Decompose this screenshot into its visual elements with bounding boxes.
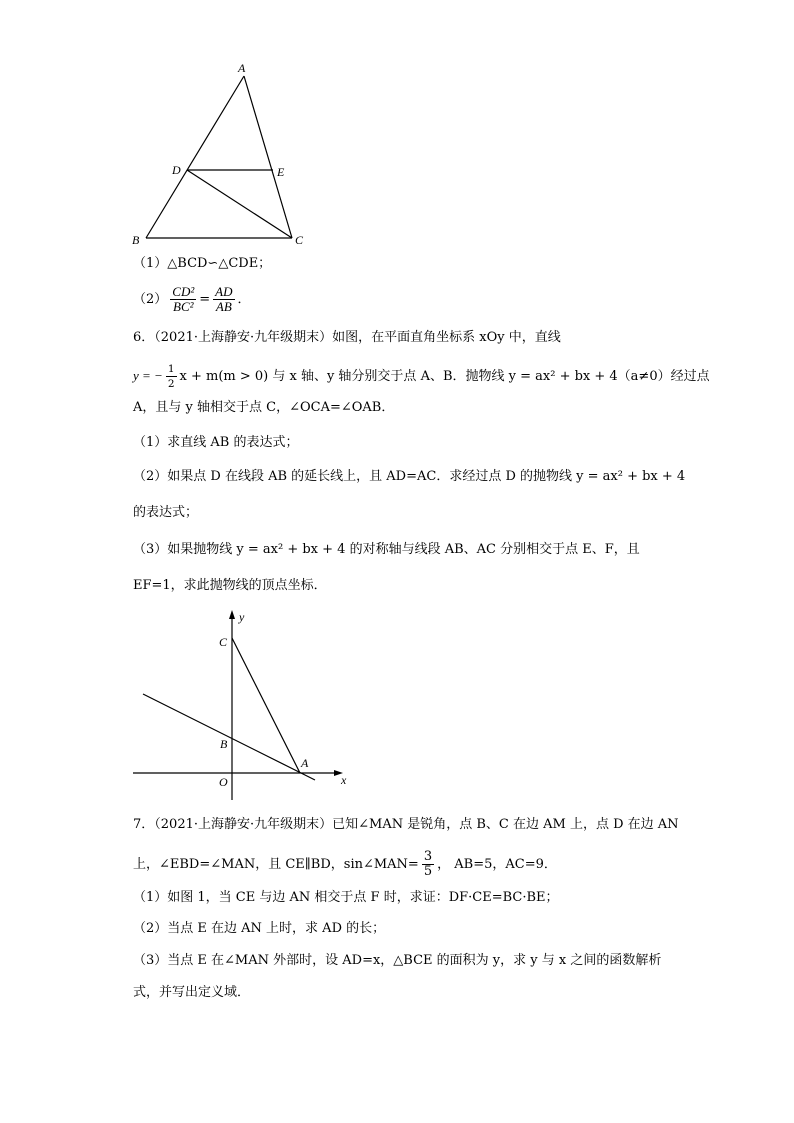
p5-item2-prefix: （2）: [133, 292, 168, 307]
y-axis-arrow: [229, 610, 235, 619]
fraction-denominator: 2: [167, 378, 175, 390]
p5-item1: （1）△BCD∽△CDE；: [133, 256, 272, 271]
label-c: C: [295, 233, 304, 247]
triangle-figure: [120, 58, 320, 253]
p6-q3a: （3）如果抛物线 y = ax² + bx + 4 的对称轴与线段 AB、AC 分别相交于点 E、F，且: [133, 542, 640, 557]
p7-line2-pre: 上，∠EBD=∠MAN，且 CE∥BD，sin∠MAN=: [133, 857, 419, 872]
fraction-denominator: 5: [423, 864, 433, 879]
p6-q3b: EF=1，求此抛物线的顶点坐标．: [133, 578, 327, 593]
segment-ac: [244, 76, 292, 238]
segment-ab: [146, 76, 244, 238]
p7-q1: （1）如图 1，当 CE 与边 AN 相交于点 F 时，求证：DF·CE=BC·BE；: [133, 890, 559, 905]
fraction-numerator: CD²: [172, 284, 195, 299]
fraction-numerator: AD: [215, 284, 233, 299]
fraction-one-half: [166, 362, 177, 391]
p6-q2b: 的表达式；: [133, 505, 199, 520]
fraction-ad-ab: [213, 285, 234, 314]
p7-q3b: 式，并写出定义域．: [133, 985, 251, 1000]
p7-line2: [133, 850, 557, 879]
fraction-denominator: AB: [215, 299, 232, 314]
label-c: C: [219, 635, 228, 649]
label-a: A: [301, 756, 309, 770]
p7-header: 7．（2021·上海静安·九年级期末）已知∠MAN 是锐角，点 B、C 在边 AM 上，点 D 在边 AN: [133, 817, 679, 832]
coordinate-figure: [125, 608, 365, 803]
p5-item2-end: ．: [237, 292, 251, 307]
p6-line3: A，且与 y 轴相交于点 C，∠OCA=∠OAB．: [133, 400, 395, 415]
p7-q3a: （3）当点 E 在∠MAN 外部时，设 AD=x，△BCE 的面积为 y，求 y 与 x 之间的函数解析: [133, 953, 662, 968]
p6-q1: （1）求直线 AB 的表达式；: [133, 435, 299, 450]
label-b: B: [132, 233, 140, 247]
p5-item2: [133, 285, 251, 314]
p6-line2-post: x + m(m > 0) 与 x 轴、y 轴分别交于点 A、B．抛物线 y = ax² + bx + 4（a≠0）经过点: [179, 369, 710, 384]
line-ab: [143, 694, 315, 780]
fraction-numerator: 1: [167, 363, 175, 375]
p6-line2-pre: y = −: [133, 368, 163, 383]
segment-dc: [187, 170, 292, 238]
fraction-denominator: BC²: [173, 299, 194, 314]
label-y-axis: y: [239, 610, 245, 624]
fraction-cd-bc: [170, 285, 196, 314]
p7-line2-post: ， AB=5，AC=9．: [437, 857, 557, 872]
fraction-numerator: 3: [423, 849, 433, 864]
equals-sign: =: [199, 292, 211, 307]
p6-line2: [133, 362, 710, 391]
p7-q2: （2）当点 E 在边 AN 上时，求 AD 的长；: [133, 921, 386, 936]
label-o: O: [219, 775, 228, 789]
p6-header: 6．（2021·上海静安·九年级期末）如图，在平面直角坐标系 xOy 中，直线: [133, 330, 561, 345]
label-d: D: [172, 163, 181, 177]
segment-ca: [232, 638, 300, 773]
p6-q2a: （2）如果点 D 在线段 AB 的延长线上，且 AD=AC．求经过点 D 的抛物线 y = ax² + bx + 4: [133, 469, 686, 484]
label-e: E: [277, 165, 285, 179]
label-x-axis: x: [341, 773, 347, 787]
label-a: A: [238, 61, 246, 75]
label-b: B: [220, 737, 228, 751]
fraction-three-fifths: [422, 850, 434, 879]
